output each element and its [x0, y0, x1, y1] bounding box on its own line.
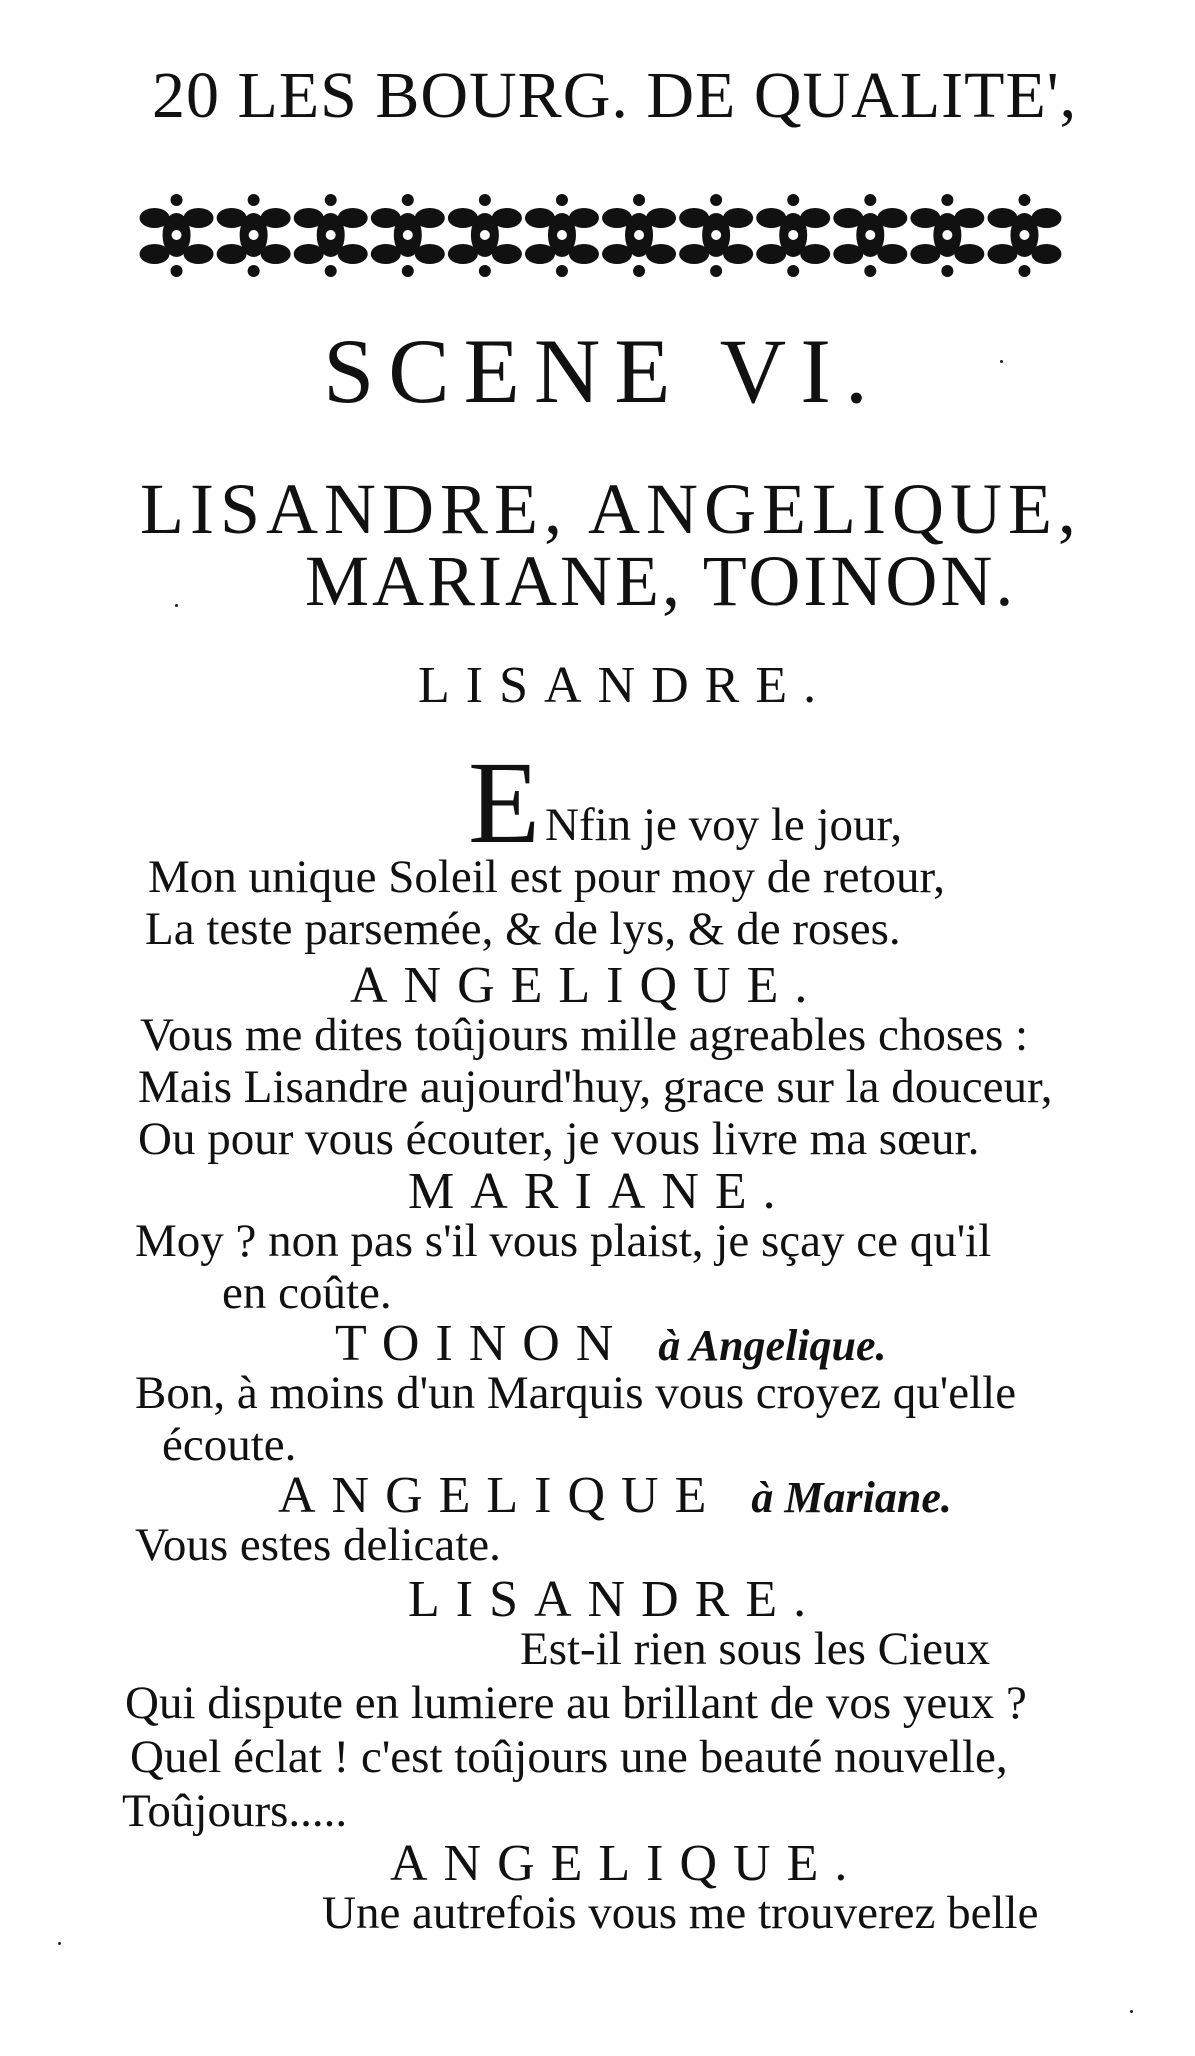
ink-speck — [58, 1942, 61, 1945]
verse-line: Toûjours..... — [122, 1785, 348, 1837]
speaker-angelique: ANGELIQUE. — [390, 1835, 864, 1892]
verse-line: Bon, à moins d'un Marquis vous croyez qu'elle — [135, 1367, 1017, 1419]
fleuron — [140, 194, 214, 277]
fleuron — [371, 194, 445, 277]
fleuron — [602, 194, 676, 277]
verse-line: Moy ? non pas s'il vous plaist, je sçay ce qu'il — [135, 1215, 992, 1267]
verse-line: Qui dispute en lumiere au brillant de vos yeux ? — [125, 1677, 1027, 1729]
fleuron — [987, 194, 1061, 277]
scene-title: SCENE VI. — [323, 320, 882, 422]
running-header: 20 LES BOURG. DE QUALITE', — [152, 59, 1078, 132]
ink-speck — [1130, 2010, 1133, 2013]
verse-line: Mon unique Soleil est pour moy de retour, — [148, 851, 946, 903]
verse-line: Est-il rien sous les Cieux — [520, 1623, 990, 1675]
speaker-lisandre: LISANDRE. — [408, 1571, 823, 1628]
speaker-name: ANGELIQUE — [278, 1467, 723, 1524]
verse-line: Ou pour vous écouter, je vous livre ma sœur. — [138, 1113, 980, 1165]
verse-line: Vous me dites toûjours mille agreables choses : — [140, 1009, 1029, 1061]
fleuron — [448, 194, 522, 277]
verse-line: Quel éclat ! c'est toûjours une beauté nouvelle, — [130, 1731, 1008, 1783]
speaker-toinon — [335, 1314, 887, 1373]
speaker-name: TOINON — [335, 1315, 630, 1372]
stage-direction: à Angelique. — [658, 1321, 887, 1370]
speaker-lisandre: LISANDRE. — [418, 657, 833, 714]
verse-line: Vous estes delicate. — [135, 1519, 501, 1571]
ink-speck — [175, 604, 178, 607]
verse-line: écoute. — [162, 1419, 297, 1471]
fleuron — [525, 194, 599, 277]
cast-list-line-2: MARIANE, TOINON. — [305, 541, 1017, 621]
ornament-band — [138, 192, 1063, 278]
verse-line: Nfin je voy le jour, — [545, 799, 903, 851]
speaker-angelique — [278, 1466, 952, 1525]
cast-list-line-1: LISANDRE, ANGELIQUE, — [140, 469, 1082, 549]
verse-line: La teste parsemée, & de lys, & de roses. — [145, 903, 901, 955]
verse-line: Une autrefois vous me trouverez belle — [322, 1887, 1039, 1939]
speaker-angelique: ANGELIQUE. — [350, 957, 824, 1014]
verse-line: en coûte. — [222, 1267, 392, 1319]
stage-direction: à Mariane. — [751, 1473, 952, 1522]
speaker-mariane: MARIANE. — [408, 1163, 792, 1220]
fleuron — [756, 194, 830, 277]
fleuron — [910, 194, 984, 277]
fleuron — [217, 194, 291, 277]
ink-speck — [1000, 360, 1003, 363]
fleuron — [294, 194, 368, 277]
verse-line: Mais Lisandre aujourd'huy, grace sur la douceur, — [138, 1061, 1053, 1113]
fleuron — [833, 194, 907, 277]
fleuron — [679, 194, 753, 277]
drop-cap: E — [468, 737, 541, 868]
